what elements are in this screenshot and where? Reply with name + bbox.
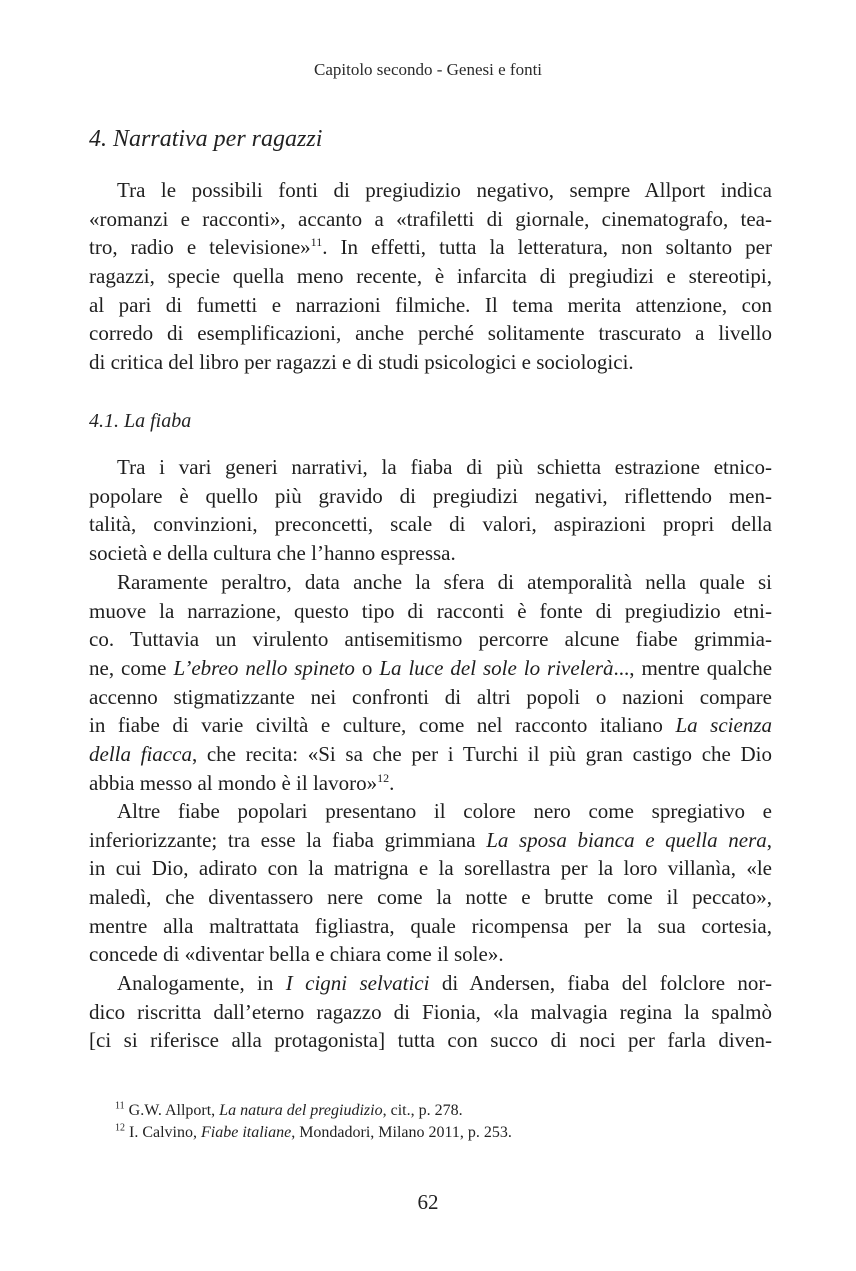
text-line: talità, convinzioni, preconcetti, scale di valori, aspirazioni propri della <box>89 512 772 537</box>
text-line: inferiorizzante; tra esse la fiaba grimmiana La sposa bianca e quella nera, <box>89 827 772 852</box>
subsection-title: 4.1. La fiaba <box>89 410 192 432</box>
paragraph-3 <box>89 568 772 798</box>
text-line: ragazzi, specie quella meno recente, è infarcita di pregiudizi e stereotipi, <box>89 264 772 289</box>
text-line: abbia messo al mondo è il lavoro»$^{12}$. <box>89 770 395 795</box>
work-title: I cigni selvatici <box>285 971 430 995</box>
footnotes <box>115 1100 512 1144</box>
text-line: Altre fiabe popolari presentano il colore nero come spregiativo e <box>117 799 772 823</box>
text-line: in fiabe di varie civiltà e culture, come nel racconto italiano La scienza <box>89 713 772 738</box>
footnote-ref-11: 11 <box>310 235 323 250</box>
page-number: 62 <box>417 1190 439 1214</box>
text-line: al pari di fumetti e narrazioni filmiche. Il tema merita attenzione, con <box>89 292 772 317</box>
text-line: ne, come L’ebreo nello spineto o La luce del sole lo rivelerà..., mentre qualche <box>89 656 773 681</box>
text-line: corredo di esemplificazioni, anche perché solitamente trascurato a livello <box>89 321 772 346</box>
running-head: Capitolo secondo - Genesi e fonti <box>313 60 543 79</box>
work-title: Fiabe italiane <box>201 1124 292 1141</box>
text-line: Analogamente, in I cigni selvatici di Andersen, fiaba del folclore nor- <box>117 971 772 995</box>
text-line: di critica del libro per ragazzi e di studi psicologici e sociologici. <box>89 350 634 375</box>
work-title: La scienza <box>675 713 772 738</box>
text-line: co. Tuttavia un virulento antisemitismo percorre alcune fiabe grimmia- <box>89 627 772 652</box>
text-line: Tra i vari generi narrativi, la fiaba di più schietta estrazione etnico- <box>117 455 772 479</box>
text-line: «romanzi e racconti», accanto a «trafiletti di giornale, cinematografo, tea- <box>89 206 772 231</box>
text-line: mentre alla maltrattata figliastra, quale ricompensa per la sua cortesia, <box>89 913 772 938</box>
text-line: [ci si riferisce alla protagonista] tutta con succo di noci per farla diven- <box>89 1028 772 1053</box>
paragraph-5 <box>89 969 772 1055</box>
footnote-12: $^{12}$ I. Calvino, Fiabe italiane, Mondadori, Milano 2011, p. 253. <box>115 1122 512 1141</box>
text-line: accenno stigmatizzante nei confronti di altri popoli o nazioni compare <box>89 684 772 709</box>
text-line: della fiacca, che recita: «Si sa che per i Turchi il più gran castigo che Dio <box>89 742 772 767</box>
text-line: in cui Dio, adirato con la matrigna e la sorellastra per la loro villanìa, «le <box>89 856 772 881</box>
footnote-ref-12: 12 <box>377 770 390 785</box>
work-title: La natura del pregiudizio <box>219 1102 383 1119</box>
work-title: L’ebreo nello spineto <box>173 656 355 681</box>
paragraph-2 <box>89 453 772 568</box>
text-line: tro, radio e televisione»$^{11}$. In effetti, tutta la letteratura, non soltanto per <box>89 235 772 260</box>
text-line: dico riscritta dall’eterno ragazzo di Fionia, «la malvagia regina la spalmò <box>89 999 772 1024</box>
work-title: della fiacca <box>89 742 192 767</box>
footnote-11: $^{11}$ G.W. Allport, La natura del pregiudizio, cit., p. 278. <box>115 1100 463 1119</box>
text-line: maledì, che diventassero nere come la notte e brutte come il peccato», <box>89 885 772 910</box>
text-line: Tra le possibili fonti di pregiudizio negativo, sempre Allport indica <box>117 178 772 202</box>
text-line: società e della cultura che l’hanno espressa. <box>89 541 456 566</box>
text-line: muove la narrazione, questo tipo di racconti è fonte di pregiudizio etni- <box>89 598 772 623</box>
text-line: concede di «diventar bella e chiara come il sole». <box>89 942 504 967</box>
work-title: La luce del sole lo rivelerà <box>379 656 614 681</box>
text-line: Raramente peraltro, data anche la sfera di atemporalità nella quale si <box>117 570 772 594</box>
work-title: La sposa bianca e quella nera <box>486 827 767 852</box>
paragraph-1 <box>89 176 772 377</box>
text-line: popolare è quello più gravido di pregiudizi negativi, riflettendo men- <box>89 483 772 508</box>
section-title: 4. Narrativa per ragazzi <box>89 126 323 152</box>
paragraph-4 <box>89 797 772 969</box>
